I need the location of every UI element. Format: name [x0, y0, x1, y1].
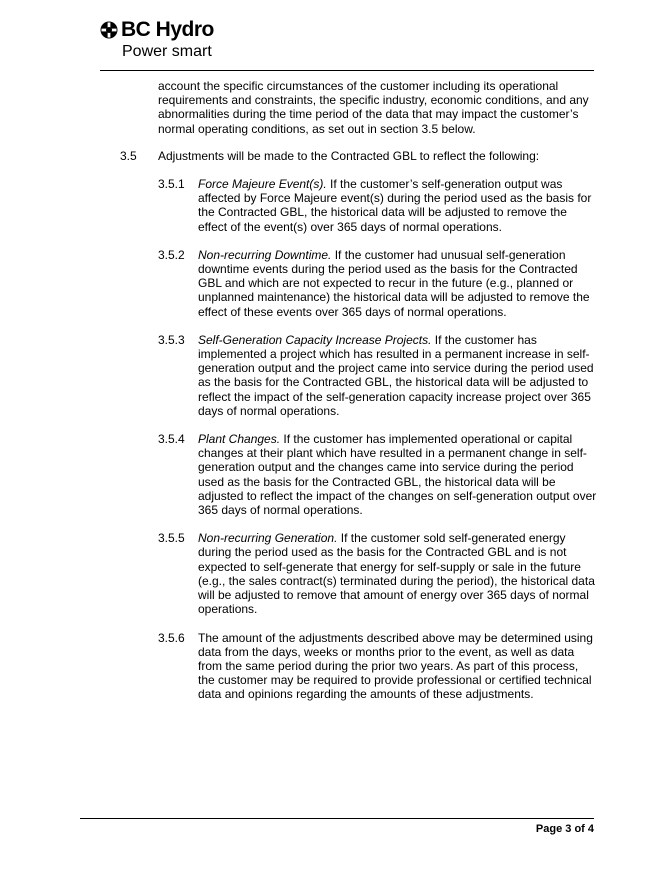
item-number: 3.5.3 — [158, 332, 185, 347]
item-title: Non-recurring Generation. — [198, 531, 338, 546]
section-items — [158, 177, 598, 702]
item-title: Non-recurring Downtime. — [198, 247, 332, 262]
document-body — [120, 79, 600, 702]
item-text: If the customer’s self-generation output was affected by Force Majeure event(s) during the period used as the basis for the Contracted GBL, the historical data will be adjusted to remove the effect of the event(s) over 365 days of normal operations. — [198, 177, 592, 234]
item-text: If the customer has implemented a project which has resulted in a permanent increase in self-generation output and the project came into service during the period used as the basis for the Contracted GBL, the historical data will be adjusted to reflect the impact of the self-generation capacity increase project over 365 days of normal operations. — [198, 332, 594, 418]
item-number: 3.5.2 — [158, 247, 185, 262]
list-item — [158, 631, 598, 702]
footer-divider — [80, 818, 594, 819]
item-number: 3.5.5 — [158, 531, 185, 546]
item-text: If the customer had unusual self-generation downtime events during the period used as the basis for the Contracted GBL and which are not expected to recur in the future (e.g., planned or unplanned maintenance) the historical data will be adjusted to remove the effect of these events over 365 days of normal operations. — [198, 247, 590, 319]
item-title: Self-Generation Capacity Increase Projects. — [198, 332, 432, 347]
item-text: If the customer has implemented operational or capital changes at their plant which have resulted in a permanent change in self-generation output and the changes came into service during the period used as the basis for the Contracted GBL, the historical data will be adjusted to reflect the impact of the changes on self-generation output over 365 days of normal operations. — [198, 432, 597, 518]
header-divider — [100, 70, 594, 71]
list-item — [158, 248, 598, 319]
item-text: The amount of the adjustments described above may be determined using data from the days, weeks or months prior to the event, as well as data from the same period during the prior two years. As part of this process, the customer may be required to provide professional or certified technical data and opinions regarding the amounts of these adjustments. — [198, 630, 593, 702]
brand-name: BC Hydro — [121, 18, 214, 41]
item-text: If the customer sold self-generated energy during the period used as the basis for the Contracted GBL and is not expected to self-generate that energy for self-supply or sale in the future (e.g., the sales contract(s) terminated during the period), the historical data will be adjusted to remove that amount of energy over 365 days of normal operations. — [198, 531, 595, 617]
list-item — [158, 531, 598, 616]
list-item — [158, 432, 598, 517]
intro-continuation: account the specific circumstances of the customer including its operational requirements and constraints, the specific industry, economic conditions, and any abnormalities during the time period of the data that may impact the customer’s normal operating conditions, as set out in section 3.5 below. — [158, 79, 589, 136]
item-number: 3.5.1 — [158, 177, 185, 192]
item-number: 3.5.4 — [158, 432, 185, 447]
item-number: 3.5.6 — [158, 630, 185, 645]
page-number: Page 3 of 4 — [535, 823, 594, 835]
bc-hydro-logo-mark-icon — [100, 21, 118, 39]
list-item — [158, 177, 598, 234]
brand-tagline: Power smart — [122, 43, 212, 60]
section-number: 3.5 — [120, 148, 137, 163]
item-title: Plant Changes. — [198, 432, 281, 447]
section-text: Adjustments will be made to the Contracted GBL to reflect the following: — [158, 148, 540, 163]
brand-logo — [100, 18, 260, 64]
section-3-5 — [120, 149, 600, 163]
list-item — [158, 333, 598, 418]
item-title: Force Majeure Event(s). — [198, 177, 327, 192]
